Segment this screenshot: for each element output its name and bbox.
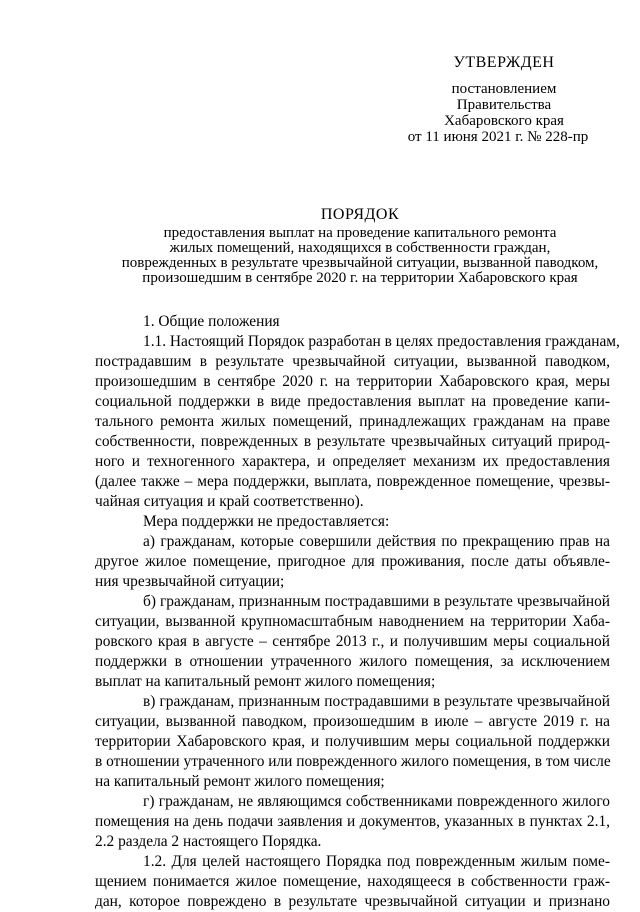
subtitle-line: предоставления выплат на проведение капитального ремонта <box>163 225 557 241</box>
approval-line: постановлением <box>451 81 557 97</box>
paragraph <box>95 592 610 692</box>
text-line: щением понимается жилое помещение, находящееся в собственности граж- <box>95 873 610 890</box>
text-line: на капитальный ремонт жилого помещения; <box>95 773 385 790</box>
text-line: 1.1. Настоящий Порядок разработан в целях предоставления гражданам, <box>143 333 620 350</box>
document-body <box>95 312 620 912</box>
subtitle-line: поврежденных в результате чрезвычайной ситуации, вызванной паводком, <box>121 255 599 271</box>
text-line: другое жилое помещение, пригодное для проживания, после даты объявле- <box>95 553 610 570</box>
text-line: б) гражданам, признанным пострадавшими в результате чрезвычайной <box>143 593 610 610</box>
text-line: ситуации, вызванной крупномасштабным наводнением на территории Хаба- <box>95 613 610 630</box>
approval-line: Правительства <box>456 97 552 113</box>
text-line: Мера поддержки не предоставляется: <box>143 513 390 530</box>
paragraph <box>95 332 620 512</box>
text-line: территории Хабаровского края, и получившим меры социальной поддержки <box>95 733 610 750</box>
approval-date: от 11 июня 2021 г. № 228-пр <box>407 129 589 145</box>
text-line: г) гражданам, не являющимся собственниками поврежденного жилого <box>143 793 610 810</box>
text-line: поддержки в отношении утраченного жилого помещения, за исключением <box>95 653 610 670</box>
paragraph <box>95 692 610 792</box>
text-line: а) гражданам, которые совершили действия по прекращению прав на <box>143 533 610 550</box>
paragraph <box>95 852 610 912</box>
text-line: выплат на капитальный ремонт жилого помещения; <box>95 673 436 690</box>
text-line: чайная ситуация и край соответственно). <box>95 493 364 510</box>
paragraph-list <box>95 332 620 912</box>
text-line: тального ремонта жилых помещений, принадлежащих гражданам на праве <box>95 413 610 430</box>
paragraph <box>95 792 610 852</box>
paragraph <box>95 512 610 532</box>
text-line: помещения на день подачи заявления и документов, указанных в пунктах 2.1, <box>95 813 610 830</box>
approval-line: Хабаровского края <box>444 113 564 129</box>
text-line: пострадавшим в результате чрезвычайной ситуации, вызванной паводком, <box>95 353 610 370</box>
text-line: ровского края в августе – сентябре 2013 г., и получившим меры социальной <box>95 633 610 650</box>
document-subtitle <box>95 226 625 286</box>
section-heading: 1. Общие положения <box>143 313 280 330</box>
paragraph <box>95 532 610 592</box>
text-line: ния чрезвычайной ситуации; <box>95 573 285 590</box>
text-line: ситуации, вызванной паводком, произошедшим в июле – августе 2019 г. на <box>95 713 610 730</box>
text-line: 2.2 раздела 2 настоящего Порядка. <box>95 833 322 850</box>
text-line: произошедшим в сентябре 2020 г. на территории Хабаровского края, меры <box>95 373 610 390</box>
approved-label: УТВЕРЖДЕН <box>453 54 555 71</box>
subtitle-line: жилых помещений, находящихся в собственности граждан, <box>169 240 551 256</box>
text-line: в отношении утраченного или поврежденного жилого помещения, в том числе <box>95 753 611 770</box>
document-title: ПОРЯДОК <box>320 206 400 223</box>
text-line: социальной поддержки в виде предоставления выплат на проведение капи- <box>95 393 610 410</box>
text-line: собственности, поврежденных в результате чрезвычайных ситуаций природ- <box>95 433 610 450</box>
approval-stamp <box>404 55 604 145</box>
text-line: (далее также – мера поддержки, выплата, поврежденное помещение, чрезвы- <box>95 473 610 490</box>
text-line: дан, которое повреждено в результате чрезвычайной ситуации и признано <box>95 893 610 910</box>
text-line: в) гражданам, признанным пострадавшими в результате чрезвычайной <box>143 693 610 710</box>
text-line: ного и техногенного характера, и определяет механизм их предоставления <box>95 453 610 470</box>
subtitle-line: произошедшим в сентябре 2020 г. на территории Хабаровского края <box>142 270 578 286</box>
text-line: 1.2. Для целей настоящего Порядка под поврежденным жилым поме- <box>143 853 610 870</box>
